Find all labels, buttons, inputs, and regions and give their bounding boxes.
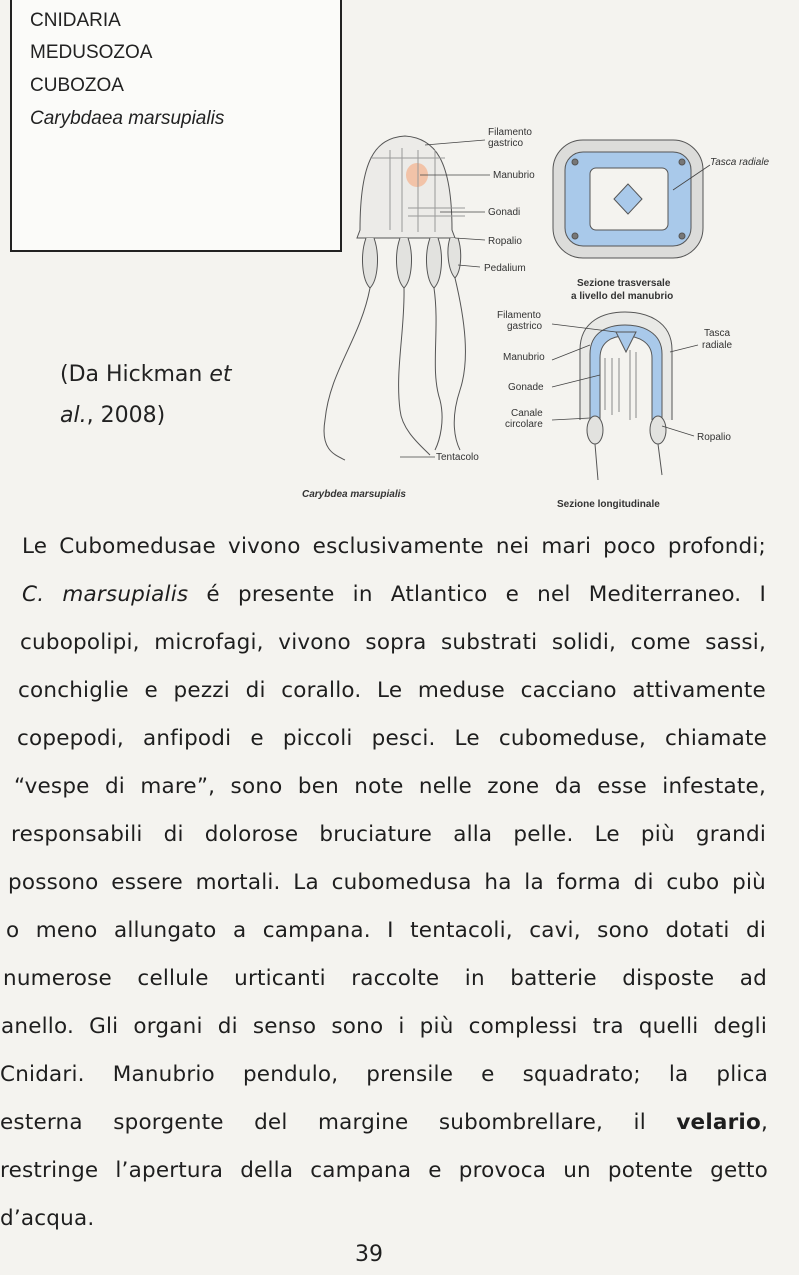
- species-name: C. marsupialis: [22, 582, 189, 607]
- label-pedalium: Pedalium: [484, 263, 526, 274]
- taxon-subphylum: MEDUSOZOA: [30, 42, 153, 63]
- body-line-14: restringe l’apertura della campana e provoca un potente getto: [0, 1158, 768, 1183]
- jellyfish-illustration: [324, 136, 465, 460]
- credit-line-1: [60, 362, 232, 387]
- credit-et: et: [209, 362, 232, 387]
- caption-longitudinal: Sezione longitudinale: [557, 499, 660, 510]
- long-label-manubrio: Manubrio: [503, 352, 545, 363]
- body-line-8: possono essere mortali. La cubomedusa ha la forma di cubo più: [8, 870, 766, 895]
- page-number: 39: [355, 1242, 383, 1267]
- long-label-radiale: radiale: [702, 340, 733, 351]
- body-line-4: conchiglie e pezzi di corallo. Le meduse cacciano attivamente: [18, 678, 766, 703]
- taxon-species: Carybdaea marsupialis: [30, 108, 225, 129]
- taxon-class: CUBOZOA: [30, 75, 124, 96]
- label-ropalio: Ropalio: [488, 236, 522, 247]
- body-line-15: d’acqua.: [0, 1206, 95, 1231]
- label-filamento: Filamento: [488, 127, 532, 138]
- cross-title-1: Sezione trasversale: [577, 278, 671, 289]
- long-label-gastrico: gastrico: [507, 321, 543, 332]
- cross-section-diagram: [553, 140, 703, 258]
- body-line-3: cubopolipi, microfagi, vivono sopra substrati solidi, come sassi,: [20, 630, 766, 655]
- label-manubrio: Manubrio: [493, 170, 535, 181]
- credit-year: , 2008): [86, 403, 166, 428]
- long-label-canale: Canale: [511, 408, 543, 419]
- velario-term: velario: [676, 1110, 761, 1135]
- long-label-ropalio: Ropalio: [697, 432, 731, 443]
- body-line-5: copepodi, anfipodi e piccoli pesci. Le cubomeduse, chiamate: [17, 726, 767, 751]
- body-line-12: Cnidari. Manubrio pendulo, prensile e squadrato; la plica: [0, 1062, 768, 1087]
- body-line-10: numerose cellule urticanti raccolte in batterie disposte ad: [3, 966, 767, 991]
- body-line-13: esterna sporgente del margine subombrellare, il velario,: [0, 1110, 768, 1135]
- long-label-circolare: circolare: [505, 419, 543, 430]
- body-line-9: o meno allungato a campana. I tentacoli, cavi, sono dotati di: [6, 918, 766, 943]
- taxon-phylum: CNIDARIA: [30, 10, 121, 31]
- label-gastrico: gastrico: [488, 138, 524, 149]
- jellyfish-figure: [290, 120, 790, 515]
- long-label-gonade: Gonade: [508, 382, 544, 393]
- long-label-tasca: Tasca: [704, 328, 731, 339]
- credit-al: al.: [60, 403, 87, 428]
- label-tentacolo: Tentacolo: [436, 452, 479, 463]
- label-tasca-radiale: Tasca radiale: [710, 157, 770, 168]
- credit-prefix: (Da Hickman: [60, 362, 210, 387]
- long-label-filamento: Filamento: [497, 310, 541, 321]
- body-line-2: C. marsupialis é presente in Atlantico e nel Mediterraneo. I: [22, 582, 766, 607]
- longitudinal-section-diagram: [580, 312, 672, 480]
- body-line-11: anello. Gli organi di senso sono i più complessi tra quelli degli: [1, 1014, 767, 1039]
- cross-title-2: a livello del manubrio: [571, 291, 674, 302]
- credit-line-2: [60, 403, 165, 428]
- label-gonadi: Gonadi: [488, 207, 521, 218]
- body-line-7: responsabili di dolorose bruciature alla pelle. Le più grandi: [11, 822, 766, 847]
- body-line-6: “vespe di mare”, sono ben note nelle zone da esse infestate,: [14, 774, 766, 799]
- body-line-1: Le Cubomedusae vivono esclusivamente nei mari poco profondi;: [22, 534, 766, 559]
- caption-carybdea: Carybdea marsupialis: [302, 489, 406, 500]
